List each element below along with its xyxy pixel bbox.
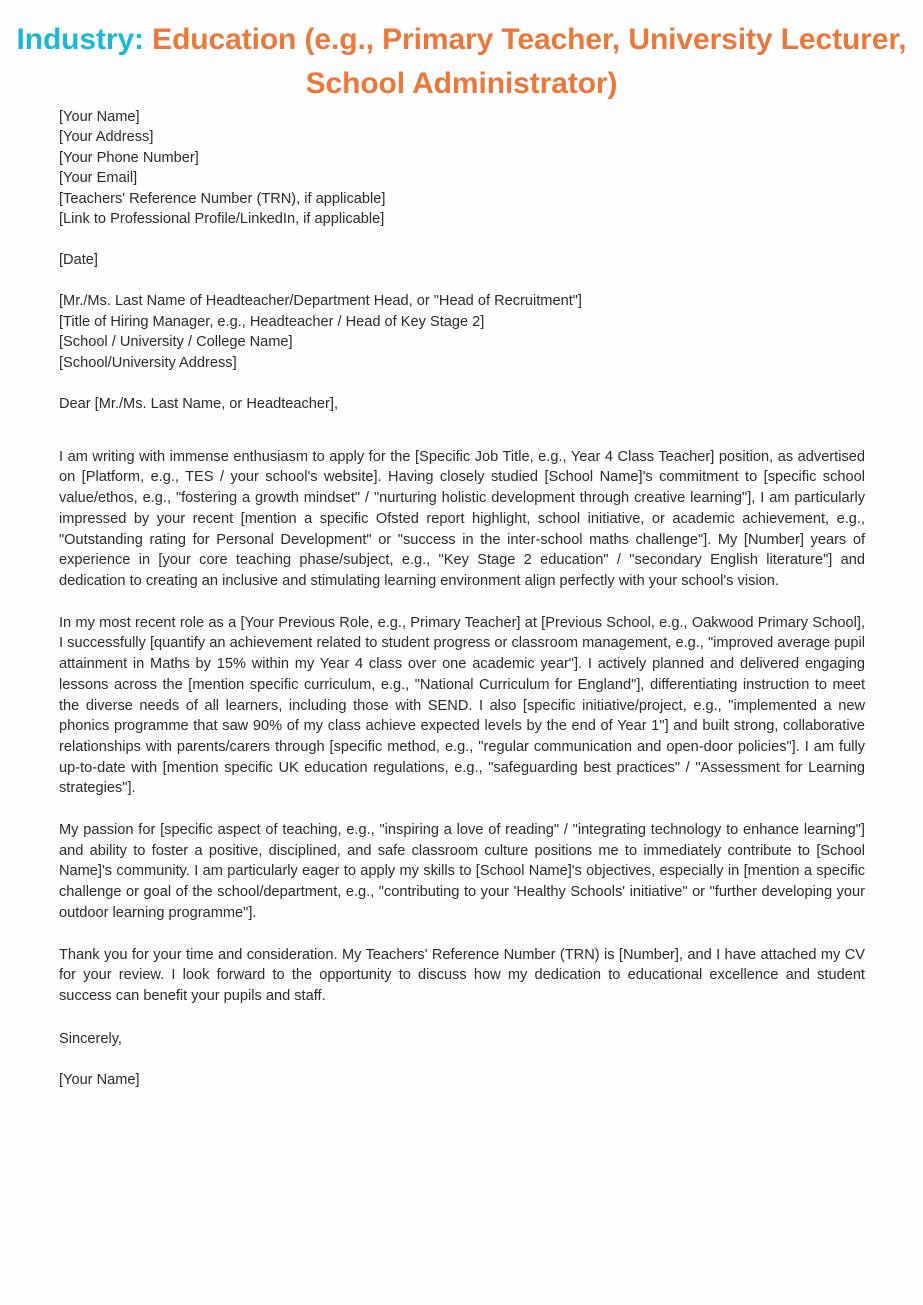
sender-trn: [Teachers' Reference Number (TRN), if applicable] (59, 190, 386, 207)
date-block (59, 250, 865, 271)
recipient-address: [School/University Address] (59, 354, 237, 371)
page-title-subject: Education (e.g., Primary Teacher, University Lecturer, School Administrator) (143, 23, 907, 101)
signature-name: [Your Name] (59, 1072, 140, 1089)
page-title-industry-label: Industry: (16, 23, 144, 56)
body-paragraph-2: In my most recent role as a [Your Previous Role, e.g., Primary Teacher] at [Previous School, e.g., Oakwood Primary School], I successfully [quantify an achievement related to student progress or classroom management, e.g., "improved average pupil attainment in Maths by 15% within my Year 4 class over one academic year"]. I actively planned and delivered engaging lessons across the [mention specific curriculum, e.g., "National Curriculum for England"], differentiating instruction to meet the diverse needs of all learners, including those with SEND. I also [specific initiative/project, e.g., "implemented a new phonics programme that saw 90% of my class achieve expected levels by the end of Year 1"] and built strong, collaborative relationships with parents/carers through [specific method, e.g., "regular communication and open-door policies"]. I am fully up-to-date with [mention specific UK education regulations, e.g., "safeguarding best practices" / "Assessment for Learning strategies"]. (59, 614, 865, 797)
closing-signoff: Sincerely, (59, 1030, 122, 1047)
body-paragraph-4: Thank you for your time and consideration. My Teachers' Reference Number (TRN) is [Number], and I have attached my CV for your review. I look forward to the opportunity to discuss how my dedication to educational excellence and student success can benefit your pupils and staff. (59, 946, 865, 1004)
recipient-organisation: [School / University / College Name] (59, 334, 293, 351)
sender-name: [Your Name] (59, 108, 140, 125)
spacer-signature (59, 1049, 865, 1070)
recipient-block (59, 291, 865, 373)
body-paragraph-3: My passion for [specific aspect of teaching, e.g., "inspiring a love of reading" / "integrating technology to enhance learning"] and ability to foster a positive, disciplined, and safe classroom culture positions me to immediately contribute to [School Name]'s community. I am particularly eager to apply my skills to [School Name]'s objectives, especially in [mention a specific challenge or goal of the school/department, e.g., "contributing to your 'Healthy Schools' initiative" or "further developing your outdoor learning programme"]. (59, 822, 865, 921)
spacer-after-recipient (59, 373, 865, 394)
body-paragraph-1: I am writing with immense enthusiasm to apply for the [Specific Job Title, e.g., Year 4 Class Teacher] position, as advertised on [Platform, e.g., TES / your school's website]. Having closely studied [School Name]'s commitment to [specific school value/ethos, e.g., "fostering a growth mindset" / "nurturing holistic development through creative learning"], I am particularly impressed by your recent [mention a specific Ofsted report highlight, school initiative, or academic achievement, e.g., "Outstanding rating for Personal Development" or "success in the inter-school maths challenge"]. My [Number] years of experience in [your core teaching phase/subject, e.g., "Key Stage 2 education" / "secondary English literature"] and dedication to creating an inclusive and stimulating learning environment align perfectly with your school's vision. (59, 448, 865, 589)
page-bottom-whitespace (59, 1091, 865, 1251)
letter-body (0, 107, 923, 1251)
sender-phone: [Your Phone Number] (59, 149, 199, 166)
salutation: Dear [Mr./Ms. Last Name, or Headteacher], (59, 396, 339, 413)
spacer-after-sender (59, 230, 865, 250)
sender-address: [Your Address] (59, 129, 154, 146)
sender-email: [Your Email] (59, 170, 138, 187)
recipient-name: [Mr./Ms. Last Name of Headteacher/Department Head, or "Head of Recruitment"] (59, 293, 582, 310)
page-title (0, 0, 923, 107)
sender-block (59, 107, 865, 230)
recipient-title: [Title of Hiring Manager, e.g., Headteacher / Head of Key Stage 2] (59, 313, 485, 330)
spacer-after-date (59, 270, 865, 291)
letter-date: [Date] (59, 251, 98, 268)
sender-profile-link: [Link to Professional Profile/LinkedIn, if applicable] (59, 211, 385, 228)
